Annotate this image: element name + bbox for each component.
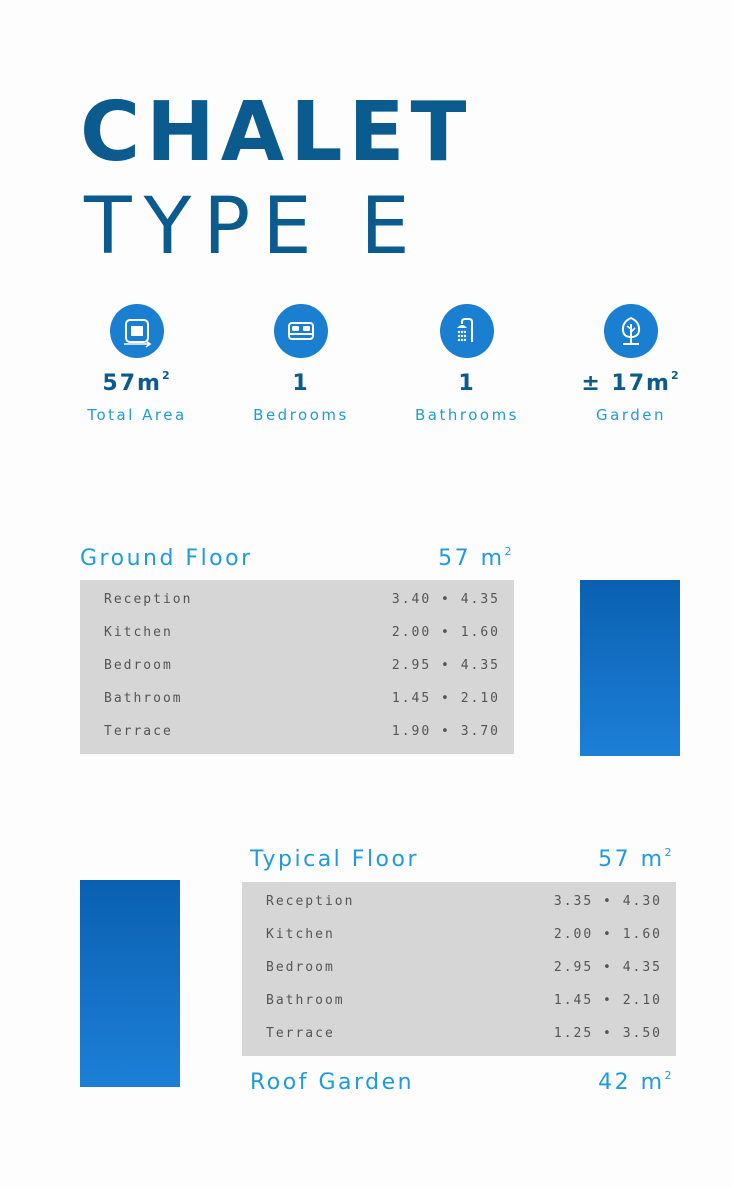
feature-garden bbox=[546, 304, 716, 424]
bedrooms-label: Bedrooms bbox=[253, 406, 349, 425]
bed-icon bbox=[274, 304, 328, 358]
title-line-2: TYPE E bbox=[84, 182, 422, 272]
total-area-value: $57m^2$ bbox=[102, 369, 172, 396]
room-dims: 1.45 • 2.10 bbox=[553, 993, 662, 1008]
table-row bbox=[80, 683, 514, 716]
ground-floor-area: 57 $m^2$ bbox=[438, 545, 514, 571]
bathrooms-value: 1 bbox=[458, 371, 476, 396]
room-dims: 1.25 • 3.50 bbox=[553, 1026, 662, 1041]
room-name: Bedroom bbox=[104, 658, 173, 673]
room-name: Bathroom bbox=[104, 691, 183, 706]
table-row bbox=[80, 650, 514, 683]
room-name: Kitchen bbox=[104, 625, 173, 640]
typical-floor-bar bbox=[80, 880, 180, 1087]
title-line-1: CHALET bbox=[80, 85, 473, 180]
table-row bbox=[242, 985, 676, 1018]
table-row bbox=[242, 886, 676, 919]
room-dims: 2.00 • 1.60 bbox=[553, 927, 662, 942]
table-row bbox=[80, 716, 514, 749]
room-name: Reception bbox=[266, 894, 355, 909]
typical-floor-title: Typical Floor bbox=[250, 847, 420, 872]
roof-garden-area: 42 $m^2$ bbox=[598, 1069, 674, 1095]
room-name: Bedroom bbox=[266, 960, 335, 975]
feature-total-area bbox=[52, 304, 222, 424]
feature-bedrooms bbox=[216, 304, 386, 424]
table-row bbox=[80, 584, 514, 617]
room-name: Terrace bbox=[266, 1026, 335, 1041]
room-name: Kitchen bbox=[266, 927, 335, 942]
garden-value: ± $17m^2$ bbox=[581, 369, 681, 396]
room-dims: 2.00 • 1.60 bbox=[391, 625, 500, 640]
area-icon bbox=[110, 304, 164, 358]
roof-garden-title: Roof Garden bbox=[250, 1070, 415, 1095]
room-dims: 1.90 • 3.70 bbox=[391, 724, 500, 739]
room-dims: 2.95 • 4.35 bbox=[553, 960, 662, 975]
ground-floor-bar bbox=[580, 580, 680, 756]
room-name: Reception bbox=[104, 592, 193, 607]
tree-icon bbox=[604, 304, 658, 358]
table-row bbox=[242, 919, 676, 952]
room-name: Terrace bbox=[104, 724, 173, 739]
typical-floor-table bbox=[242, 882, 676, 1056]
ground-floor-title: Ground Floor bbox=[80, 546, 253, 571]
room-name: Bathroom bbox=[266, 993, 345, 1008]
table-row bbox=[242, 1018, 676, 1051]
room-dims: 1.45 • 2.10 bbox=[391, 691, 500, 706]
bedrooms-value: 1 bbox=[292, 371, 310, 396]
feature-bathrooms bbox=[382, 304, 552, 424]
bathrooms-label: Bathrooms bbox=[415, 406, 519, 425]
table-row bbox=[80, 617, 514, 650]
garden-label: Garden bbox=[596, 406, 666, 425]
shower-icon bbox=[440, 304, 494, 358]
room-dims: 3.40 • 4.35 bbox=[391, 592, 500, 607]
room-dims: 3.35 • 4.30 bbox=[553, 894, 662, 909]
room-dims: 2.95 • 4.35 bbox=[391, 658, 500, 673]
table-row bbox=[242, 952, 676, 985]
total-area-label: Total Area bbox=[87, 406, 187, 425]
ground-floor-table bbox=[80, 580, 514, 754]
typical-floor-area: 57 $m^2$ bbox=[598, 846, 674, 872]
